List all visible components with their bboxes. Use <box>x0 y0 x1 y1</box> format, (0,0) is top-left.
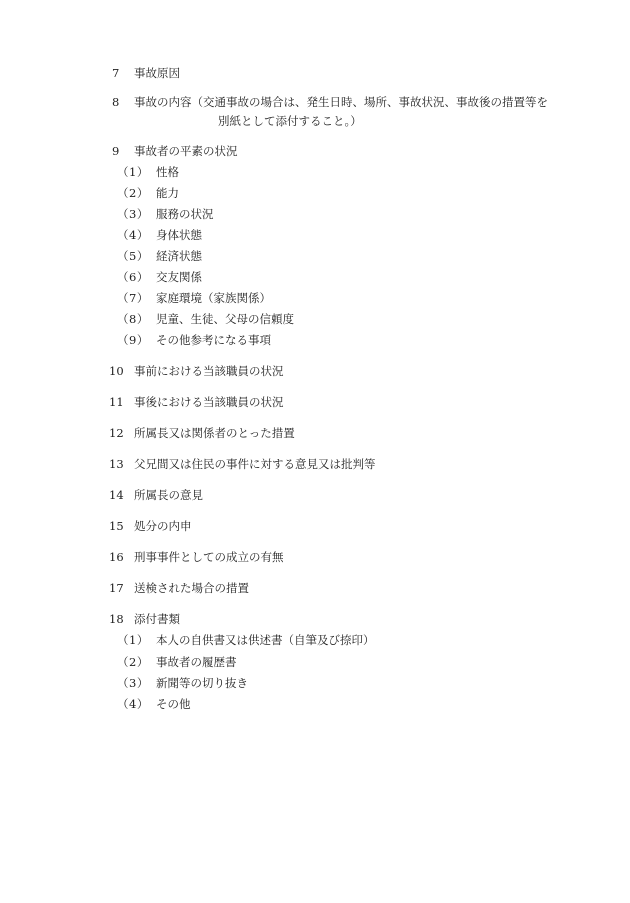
item-number: 8 <box>112 95 120 109</box>
item-text: 所属長又は関係者のとった措置 <box>134 426 295 440</box>
item-text: 事前における当該職員の状況 <box>134 364 284 378</box>
item-text: 事故原因 <box>134 66 180 80</box>
item-number: 9 <box>112 144 120 158</box>
subitem-text: 児童、生徒、父母の信頼度 <box>156 312 294 326</box>
item-number: 13 <box>109 457 124 471</box>
item-number: 14 <box>109 488 124 502</box>
subitem-text: 本人の自供書又は供述書（自筆及び捺印） <box>156 633 375 647</box>
subitem-number: （6） <box>117 270 149 284</box>
subitem-text: 交友関係 <box>156 270 202 284</box>
item-text: 父兄間又は住民の事件に対する意見又は批判等 <box>134 457 376 471</box>
item-text: 事後における当該職員の状況 <box>134 395 284 409</box>
item-text: 事故の内容（交通事故の場合は、発生日時、場所、事故状況、事故後の措置等を <box>134 95 548 109</box>
item-text-continuation: 別紙として添付すること。） <box>218 114 362 128</box>
item-number: 10 <box>109 364 124 378</box>
subitem-text: 身体状態 <box>156 228 202 242</box>
item-number: 11 <box>109 395 124 409</box>
item-text: 事故者の平素の状況 <box>134 144 238 158</box>
subitem-text: 新聞等の切り抜き <box>156 676 248 690</box>
subitem-number: （7） <box>117 291 149 305</box>
item-number: 16 <box>109 550 124 564</box>
subitem-number: （5） <box>117 249 149 263</box>
item-text: 所属長の意見 <box>134 488 203 502</box>
subitem-number: （1） <box>117 165 149 179</box>
subitem-number: （3） <box>117 207 149 221</box>
subitem-text: その他 <box>156 697 191 711</box>
subitem-number: （2） <box>117 655 149 669</box>
subitem-number: （8） <box>117 312 149 326</box>
subitem-number: （9） <box>117 333 149 347</box>
item-number: 18 <box>109 612 124 626</box>
subitem-text: 服務の状況 <box>156 207 214 221</box>
item-number: 15 <box>109 519 124 533</box>
item-number: 7 <box>112 66 120 80</box>
subitem-text: 能力 <box>156 186 179 200</box>
item-number: 17 <box>109 581 124 595</box>
item-number: 12 <box>109 426 124 440</box>
subitem-text: 事故者の履歴書 <box>156 655 237 669</box>
subitem-number: （1） <box>117 633 149 647</box>
item-text: 刑事事件としての成立の有無 <box>134 550 284 564</box>
item-text: 送検された場合の措置 <box>134 581 249 595</box>
subitem-number: （4） <box>117 228 149 242</box>
subitem-number: （4） <box>117 697 149 711</box>
subitem-number: （2） <box>117 186 149 200</box>
subitem-text: 家庭環境（家族関係） <box>156 291 271 305</box>
subitem-number: （3） <box>117 676 149 690</box>
subitem-text: 性格 <box>156 165 179 179</box>
item-text: 添付書類 <box>134 612 180 626</box>
item-text: 処分の内申 <box>134 519 192 533</box>
subitem-text: 経済状態 <box>156 249 202 263</box>
subitem-text: その他参考になる事項 <box>156 333 271 347</box>
